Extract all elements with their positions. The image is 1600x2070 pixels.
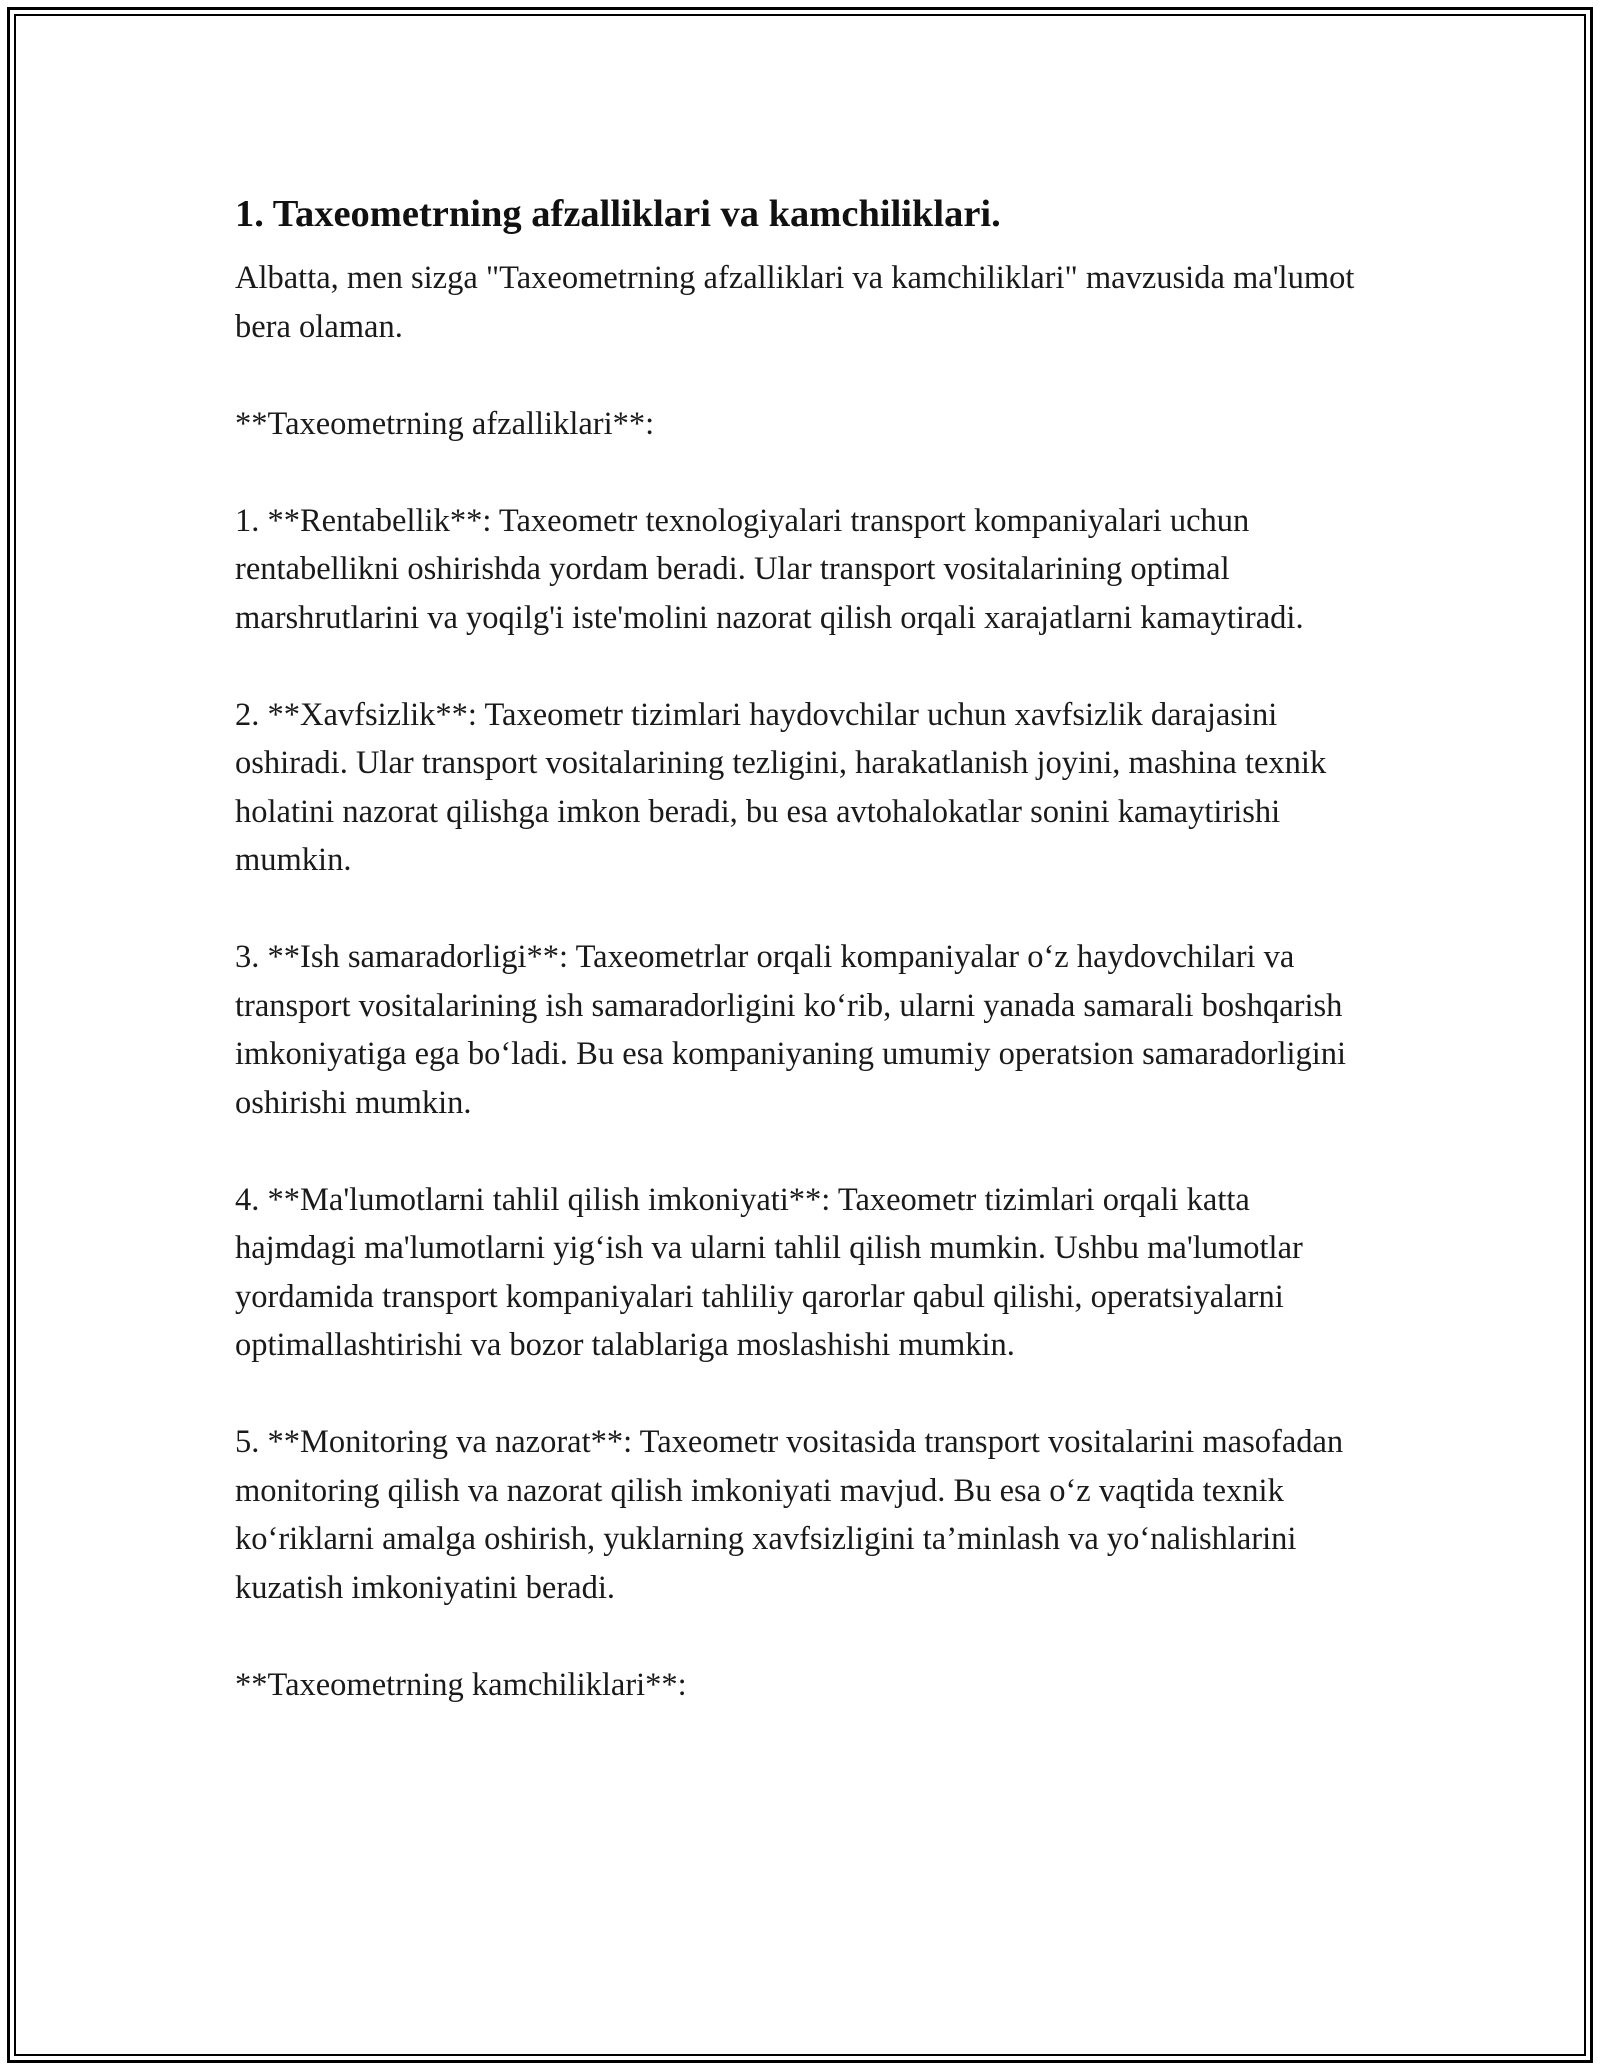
advantage-item-tahlil: 4. **Ma'lumotlarni tahlil qilish imkoniyati**: Taxeometr tizimlari orqali katta hajmdagi ma'lumotlarni yig‘ish va ularni tahlil qilish mumkin. Ushbu ma'lumotlar yordamida transport kompaniyalari tahliliy qarorlar qabul qilishi, operatsiyalarni optimallashtirishi va bozor talablariga moslashishi mumkin. xyxy=(235,1181,1303,1363)
advantage-item-xavfsizlik: 2. **Xavfsizlik**: Taxeometr tizimlari haydovchilar uchun xavfsizlik darajasini oshiradi. Ular transport vositalarining tezligini, harakatlanish joyini, mashina texnik holatini nazorat qilishga imkon beradi, bu esa avtohalokatlar sonini kamaytirishi mumkin. xyxy=(235,696,1327,878)
advantage-item-ish-samaradorligi: 3. **Ish samaradorligi**: Taxeometrlar orqali kompaniyalar o‘z haydovchilari va transport vositalarining ish samaradorligini ko‘rib, ularni yanada samarali boshqarish imkoniyatiga ega bo‘ladi. Bu esa kompaniyaning umumiy operatsion samaradorligini oshirishi mumkin. xyxy=(235,939,1347,1121)
intro-paragraph: Albatta, men sizga "Taxeometrning afzalliklari va kamchiliklari" mavzusida ma'lumot bera olaman. xyxy=(235,260,1355,345)
advantages-heading: **Taxeometrning afzalliklari**: xyxy=(235,405,655,442)
disadvantages-heading: **Taxeometrning kamchiliklari**: xyxy=(235,1666,687,1703)
advantage-item-monitoring: 5. **Monitoring va nazorat**: Taxeometr vositasida transport vositalarini masofadan monitoring qilish va nazorat qilish imkoniyati mavjud. Bu esa o‘z vaqtida texnik ko‘riklarni amalga oshirish, yuklarning xavfsizligini ta’minlash va yo‘nalishlarini kuzatish imkoniyatini beradi. xyxy=(235,1424,1344,1606)
document-body xyxy=(235,188,1370,1758)
advantage-item-rentabellik: 1. **Rentabellik**: Taxeometr texnologiyalari transport kompaniyalari uchun rentabellikni oshirishda yordam beradi. Ular transport vositalarining optimal marshrutlarini va yoqilg'i iste'molini nazorat qilish orqali xarajatlarni kamaytiradi. xyxy=(235,502,1304,636)
page-title: 1. Taxeometrning afzalliklari va kamchiliklari. xyxy=(235,193,1001,235)
